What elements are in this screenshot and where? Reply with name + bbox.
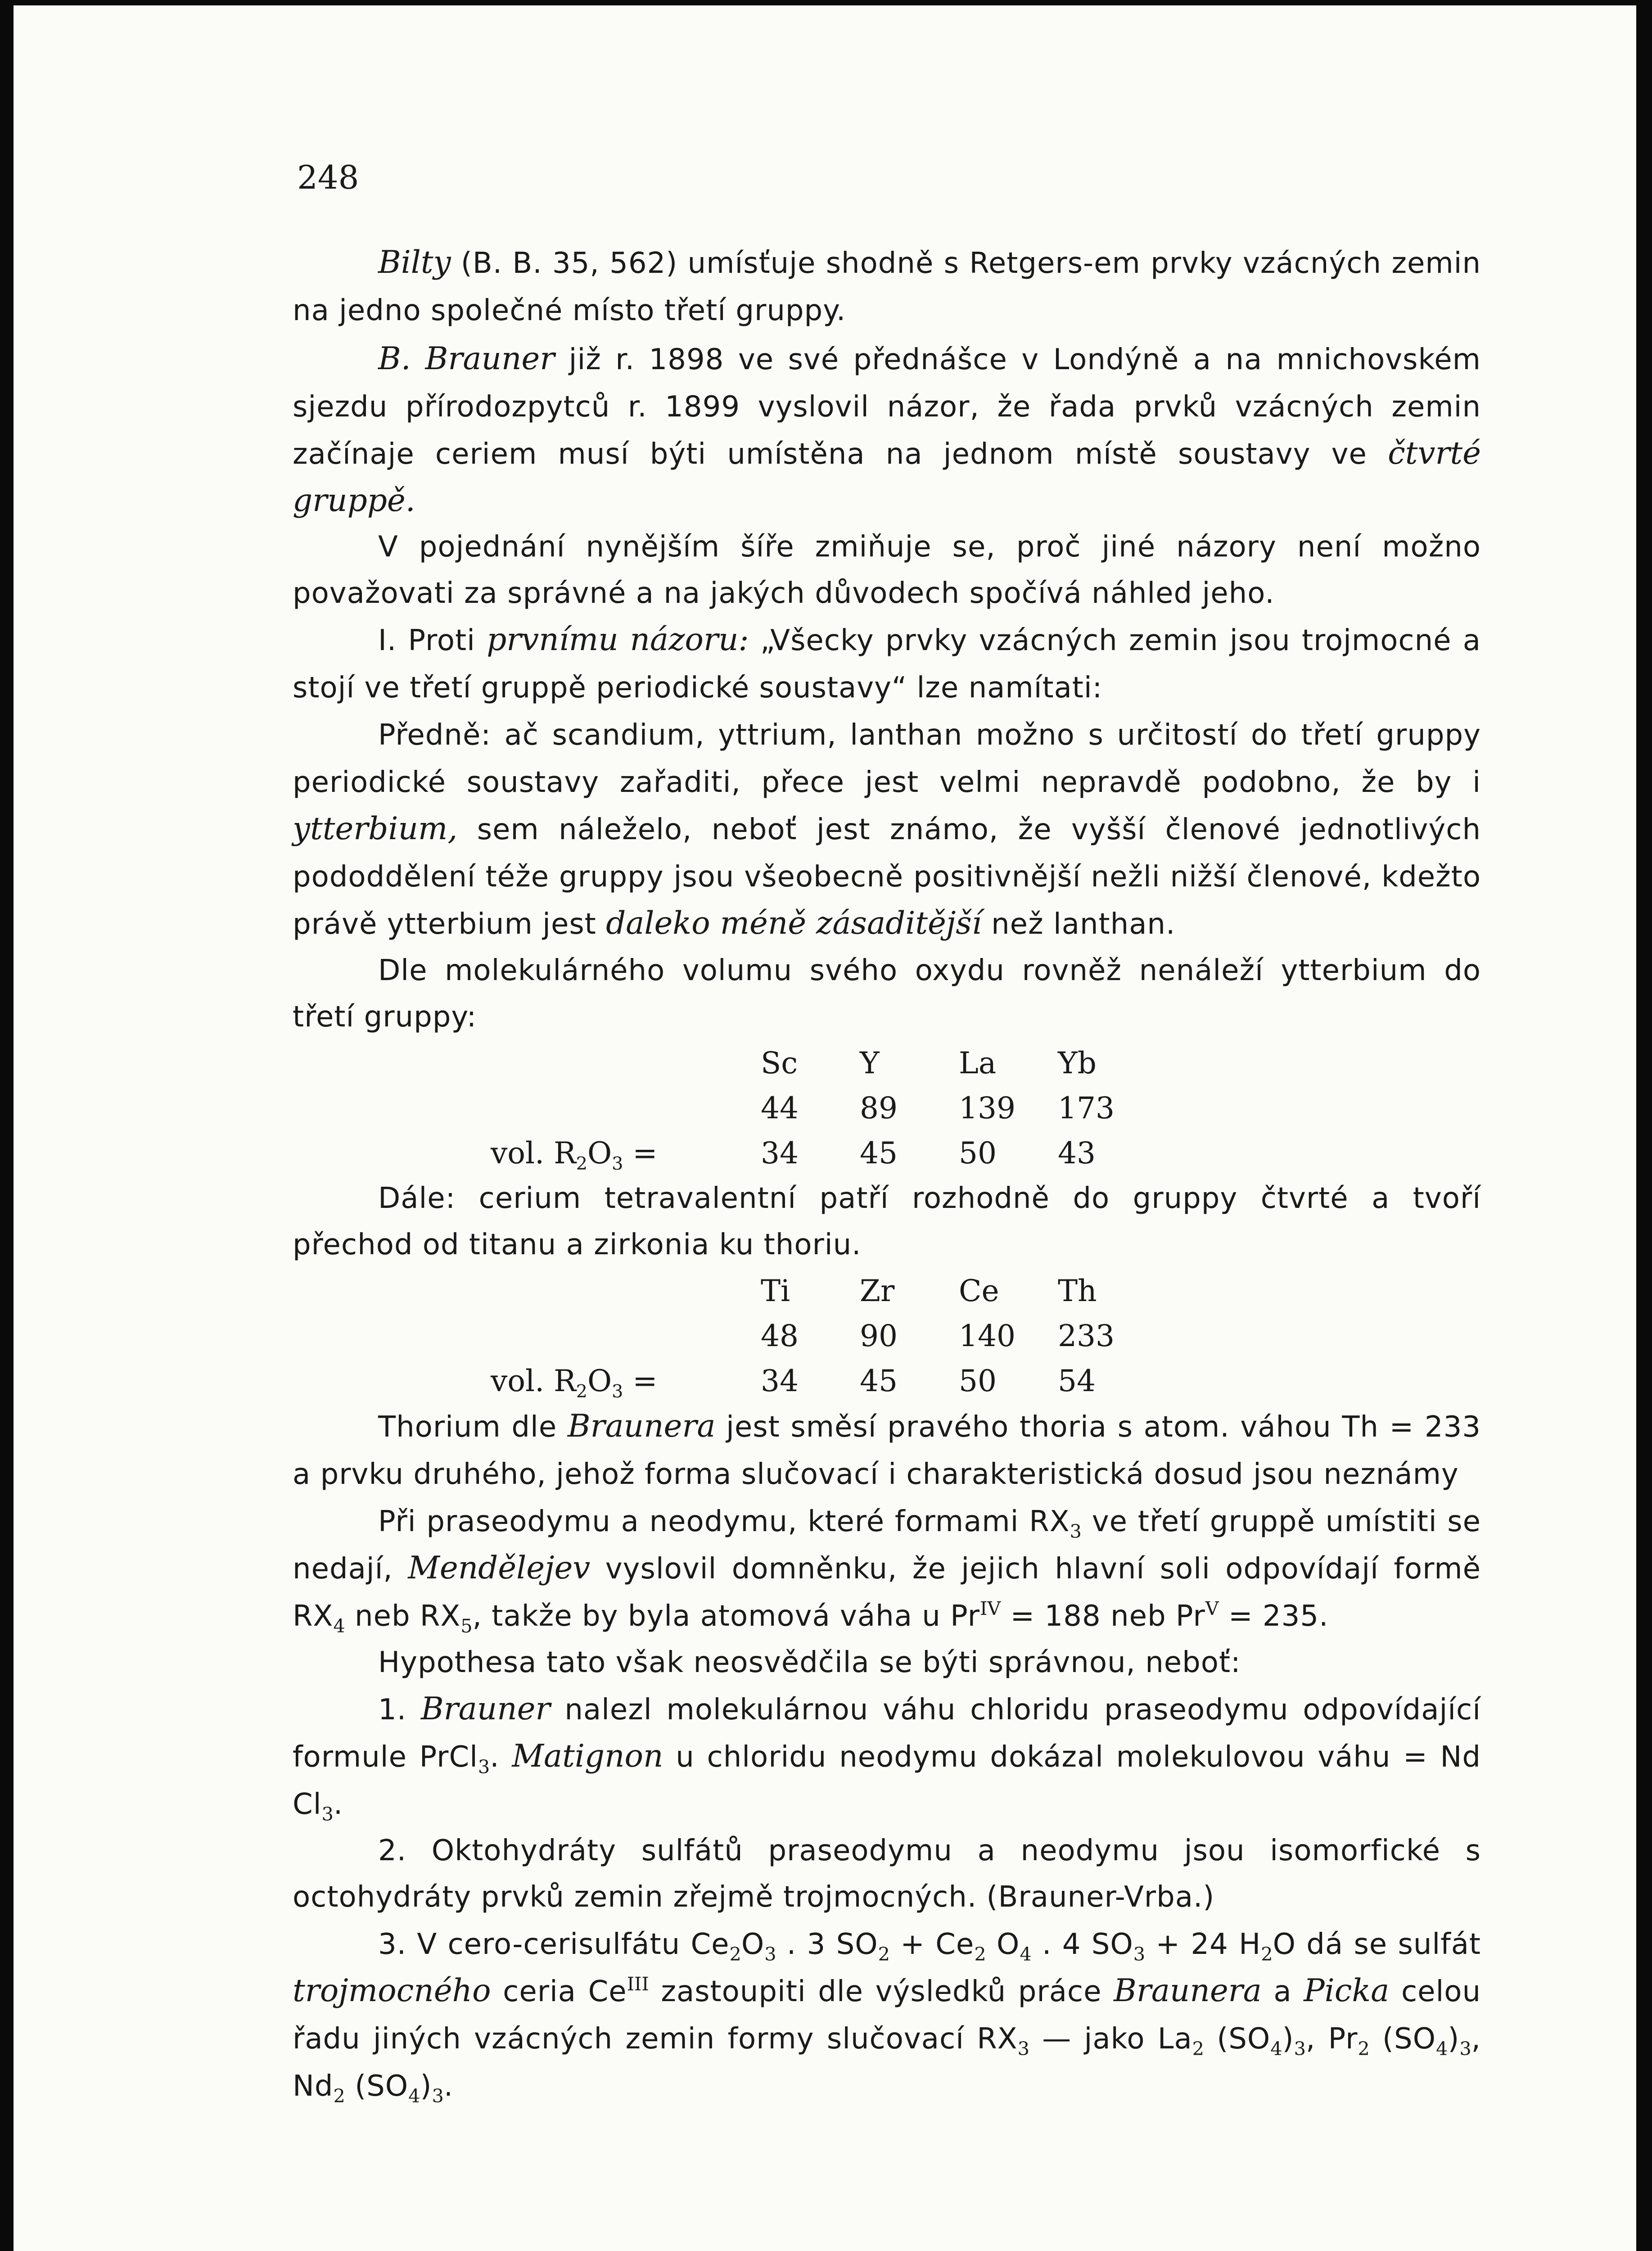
body-text [293, 240, 1481, 2110]
table-cell: La [959, 1045, 997, 1080]
table-cell: 139 [959, 1090, 1016, 1126]
table-cell: Sc [761, 1045, 798, 1080]
table-row [491, 1085, 1157, 1130]
volume-label: vol. $R_2O_3$ = [491, 1135, 658, 1174]
table-cell: Zr [860, 1273, 895, 1308]
table-cell: 34 [761, 1135, 799, 1171]
paragraph-proti: I. Proti prvnímu názoru: „Všecky prvky vzácných zemin jsou trojmocné a stojí ve třetí gruppě periodické soustavy“ lze namítati: [293, 622, 1481, 705]
author-name: B. Brauner [378, 341, 555, 377]
paragraph-dale: Dále: cerium tetravalentní patří rozhodně do gruppy čtvrté a tvoří přechod od titanu a zirkonia ku thoriu. [293, 1182, 1481, 1261]
table-row [491, 1313, 1157, 1358]
paragraph-thorium: Thorium dle Braunera jest směsí pravého thoria s atom. váhou Th = 233 a prvku druhého, jehož forma slučovací i charakteristická dosud jsou neznámy [293, 1408, 1481, 1491]
volume-label: vol. $R_2O_3$ = [491, 1363, 658, 1402]
table-row [491, 1040, 1157, 1085]
paragraph-molekularny: Dle molekulárného volumu svého oxydu rovněž nenáleží ytterbium do třetí gruppy: [293, 954, 1481, 1034]
table-cell: 50 [959, 1363, 997, 1398]
paragraph-predne: Předně: ač scandium, yttrium, lanthan možno s určitostí do třetí gruppy periodické soustavy zařaditi, přece jest velmi nepravdě podobno, že by i ytterbium, sem náleželo, neboť jest známo, že vyšší členové jednotlivých pododdělení téže gruppy jsou všeobecně positivnější nežli nižší členové, kdežto právě ytterbium jest daleko méně zásaditější než lanthan. [293, 719, 1481, 941]
scanned-page [14, 5, 1636, 2251]
table-cell: 233 [1058, 1318, 1115, 1353]
paragraph-point-3: 3. V cero-cerisulfátu $Ce_2O_3$ . 3 $SO_2 + Ce_2$ $O_4$ . 4 $SO_3 + 24$ $H_2O$ dá se sulfát trojmocného ceria $Ce^{III}$ zastoupiti dle výsledků práce Braunera a Picka celou řadu jiných vzácných zemin formy slučovací $RX_3$ — jako $La_2$ $(SO_4)_3$, $Pr_2$ $(SO_4)_3$, $Nd_2$ $(SO_4)_3$. [293, 1928, 1481, 2107]
paragraph-point-2: 2. Oktohydráty sulfátů praseodymu a neodymu jsou isomorfické s octohydráty prvků zemin zřejmě trojmocných. (Brauner-Vrba.) [293, 1834, 1481, 1914]
volume-table-2 [491, 1268, 1157, 1403]
paragraph-brauner: B. Brauner již r. 1898 ve své přednášce v Londýně a na mnichovském sjezdu přírodozpytců r. 1899 vyslovil názor, že řada prvků vzácných zemin začínaje ceriem musí býti umístěna na jednom místě soustavy ve čtvrté gruppě. [293, 341, 1481, 519]
table-cell: Y [860, 1045, 880, 1080]
volume-table-1 [491, 1040, 1157, 1175]
page-number: 248 [297, 158, 359, 196]
table-cell: 50 [959, 1135, 997, 1171]
table-cell: 43 [1058, 1135, 1096, 1171]
table-cell: 89 [860, 1090, 898, 1126]
table-row [491, 1268, 1157, 1313]
table-cell: 140 [959, 1318, 1016, 1353]
author-name: Bilty [378, 244, 451, 280]
table-cell: Yb [1058, 1045, 1097, 1080]
table-cell: 90 [860, 1318, 898, 1353]
paragraph-hypothesa: Hypothesa tato však neosvědčila se býti správnou, neboť: [378, 1646, 1241, 1679]
table-cell: 34 [761, 1363, 799, 1398]
paragraph-bilty: Bilty (B. B. 35, 562) umísťuje shodně s Retgers-em prvky vzácných zemin na jedno společné místo třetí gruppy. [293, 244, 1481, 327]
paragraph-point-1: 1. Brauner nalezl molekulárnou váhu chloridu praseodymu odpovídající formule PrCl$_3$. Matignon u chloridu neodymu dokázal molekulovou váhu = Nd $Cl_3$. [293, 1691, 1481, 1825]
table-cell: Th [1058, 1273, 1097, 1308]
table-cell: 44 [761, 1090, 799, 1126]
table-cell: 45 [860, 1135, 898, 1171]
table-cell: 54 [1058, 1363, 1096, 1398]
table-cell: Ti [761, 1273, 790, 1308]
table-row [491, 1358, 1157, 1403]
paragraph-praseodym: Při praseodymu a neodymu, které formami $RX_3$ ve třetí gruppě umístiti se nedají, Mendělejev vyslovil domněnku, že jejich hlavní soli odpovídají formě $RX_4$ neb $RX_5$, takže by byla atomová váha u $Pr^{IV} = 188$ neb $Pr^V = 235$. [293, 1505, 1481, 1637]
table-cell: 48 [761, 1318, 799, 1353]
table-cell: 173 [1058, 1090, 1115, 1126]
table-cell: 45 [860, 1363, 898, 1398]
paragraph-pojednani: V pojednání nynějším šíře zmiňuje se, proč jiné názory není možno považovati za správné a na jakých důvodech spočívá náhled jeho. [293, 530, 1481, 610]
table-cell: Ce [959, 1273, 999, 1308]
table-row [491, 1130, 1157, 1175]
